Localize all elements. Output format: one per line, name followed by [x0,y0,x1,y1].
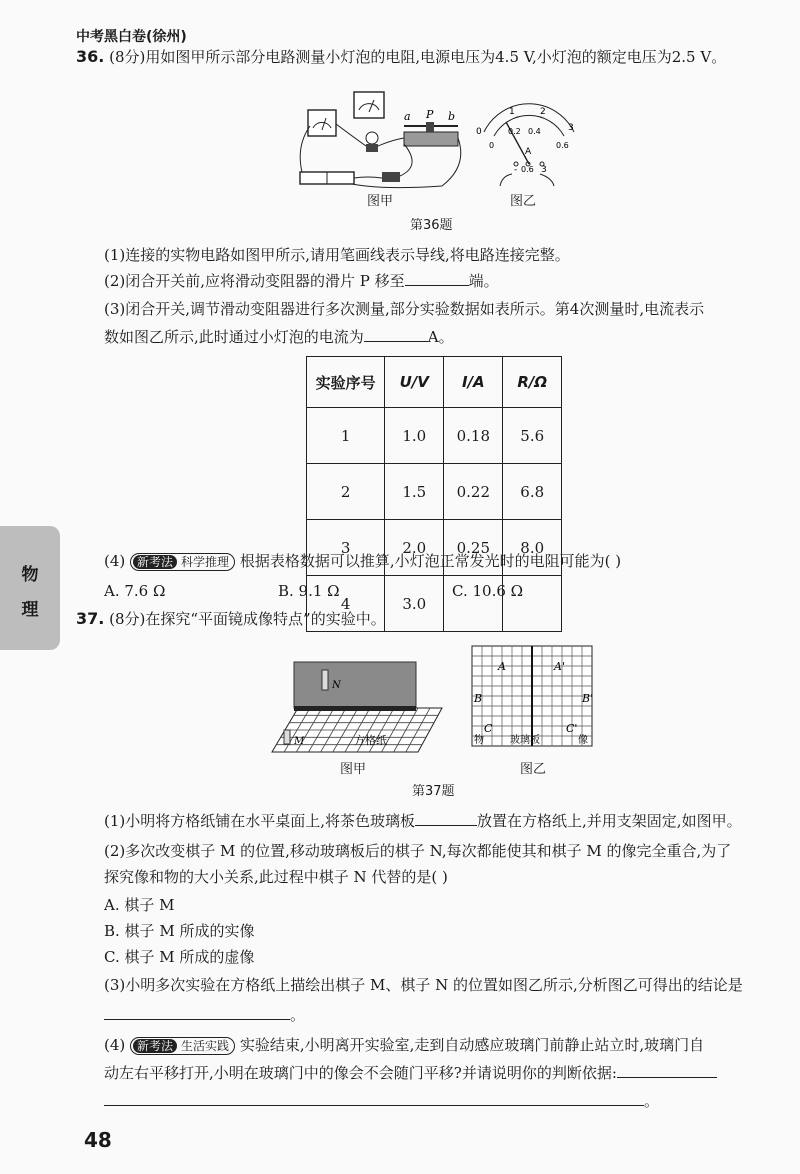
point-b: B [474,692,483,705]
q36-sub2 [104,270,499,292]
q37-fig-label: 第37题 [412,784,455,799]
table-row [307,464,562,520]
q36-stem [76,46,726,68]
svg-text:2: 2 [540,107,546,117]
q36-circuit-figure [292,86,472,190]
q37-sub3-blank[interactable] [104,1004,290,1020]
q37-choice-b[interactable]: B. 棋子 M 所成的实像 [104,922,255,940]
q36-data-table [306,356,562,632]
side-tab-char-2: 理 [21,600,39,620]
table-cell: 0.22 [444,464,503,520]
q36-ammeter-dial-figure [474,102,584,188]
grid-paper-label: 方格纸 [354,734,387,747]
table-header-row [307,357,562,408]
q36-sub3-pre: 数如图乙所示,此时通过小灯泡的电流为 [104,328,364,346]
q36-fig-left-caption: 图甲 [367,194,394,209]
table-cell: 6.8 [503,464,562,520]
q37-stem-text: (8分)在探究“平面镜成像特点”的实验中。 [109,610,386,628]
table-cell: 3 [307,520,385,576]
q36-stem-text: (8分)用如图甲所示部分电路测量小灯泡的电阻,电源电压为4.5 V,小灯泡的额定电压为2.5 V。 [109,48,727,66]
q36-fig-right-caption: 图乙 [510,194,537,209]
q37-sub4-pre: (4) [104,1036,126,1054]
svg-text:0: 0 [476,127,482,137]
svg-text:0: 0 [489,141,495,150]
svg-text:A: A [525,147,532,157]
new-method-badge: 新考法 [133,1039,177,1053]
table-cell: 8.0 [503,520,562,576]
piece-m-label: M [294,736,305,747]
table-header-cell: R/Ω [503,357,562,408]
q37-sub4-blank-1[interactable] [617,1062,717,1078]
q37-sub2-line1: (2)多次改变棋子 M 的位置,移动玻璃板后的棋子 N,每次都能使其和棋子 M 的像完全重合,为了 [104,842,732,860]
q37-sub4-end: 。 [644,1092,660,1110]
q37-sub4-line1 [104,1034,704,1056]
q37-sub4-answer-line [104,1090,659,1112]
q36-option-a[interactable]: A. 7.6 Ω [104,582,166,600]
table-row [307,408,562,464]
q37-sub1-pre: (1)小明将方格纸铺在水平桌面上,将茶色玻璃板 [104,812,416,830]
piece-n-label: N [332,680,341,691]
point-c-prime: C' [566,722,578,735]
q36-sub3-line2 [104,326,454,348]
q36-method-tag [130,553,235,571]
table-header-cell: 实验序号 [307,357,385,408]
slider-label-a: a [404,110,411,123]
q36-sub4-text: 根据表格数据可以推算,小灯泡正常发光时的电阻可能为( ) [239,552,622,570]
q36-sub1: (1)连接的实物电路如图甲所示,请用笔画线表示导线,将电路连接完整。 [104,246,570,264]
glass-plate-label: 玻璃板 [510,735,540,746]
point-a: A [498,660,506,673]
table-header-cell: I/A [444,357,503,408]
svg-text:3: 3 [541,165,547,175]
q37-sub4-blank-2[interactable] [104,1090,644,1106]
q36-sub2-post: 端。 [468,272,499,290]
side-tab-char-1: 物 [21,565,39,585]
subject-side-tab [0,526,60,650]
table-cell: 1.5 [385,464,444,520]
method-name: 生活实践 [181,1039,230,1053]
q37-sub1-blank[interactable] [415,810,477,826]
table-header-cell: U/V [385,357,444,408]
svg-text:1: 1 [509,107,515,117]
image-label: 像 [578,735,588,746]
q37-sub3-end: 。 [290,1006,306,1024]
table-cell: 4 [307,576,385,632]
svg-text:0.6: 0.6 [521,165,534,174]
q36-sub4-pre: (4) [104,552,126,570]
q37-sub1 [104,810,742,832]
q36-option-c[interactable]: C. 10.6 Ω [452,582,524,600]
table-cell: 2.0 [385,520,444,576]
svg-text:0.6: 0.6 [556,141,569,150]
object-label: 物 [474,735,484,746]
q37-sub1-post: 放置在方格纸上,并用支架固定,如图甲。 [477,812,742,830]
table-cell: 0.25 [444,520,503,576]
q36-sub3-post: A。 [427,328,454,346]
q37-sub3-line1: (3)小明多次实验在方格纸上描绘出棋子 M、棋子 N 的位置如图乙所示,分析图乙可得出的结论是 [104,976,743,994]
slider-label-p: P [426,108,434,121]
point-c: C [484,722,493,735]
q37-number: 37. [76,609,105,628]
q37-method-tag [130,1037,235,1055]
new-method-badge: 新考法 [133,555,177,569]
q36-number: 36. [76,47,105,66]
q37-sub4-text-2: 动左右平移打开,小明在玻璃门中的像会不会随门平移?并请说明你的判断依据: [104,1064,617,1082]
q37-choice-c[interactable]: C. 棋子 M 所成的虚像 [104,948,255,966]
q36-sub3-blank[interactable] [364,326,428,342]
q36-sub2-blank[interactable] [405,270,469,286]
q37-grid-figure [470,644,598,754]
q36-fig-label: 第36题 [410,218,453,233]
slider-label-b: b [448,110,456,123]
q37-fig-left-caption: 图甲 [340,762,367,777]
table-cell: 0.18 [444,408,503,464]
q37-sub4-line2 [104,1062,717,1084]
page-number: 48 [84,1128,112,1152]
method-name: 科学推理 [181,555,230,569]
svg-text:0.2: 0.2 [508,127,521,136]
point-b-prime: B' [582,692,594,705]
q36-sub2-pre: (2)闭合开关前,应将滑动变阻器的滑片 P 移至 [104,272,405,290]
exam-header: 中考黑白卷(徐州) [76,29,187,45]
svg-text:3: 3 [568,123,574,133]
table-cell: 1 [307,408,385,464]
q37-choice-a[interactable]: A. 棋子 M [104,896,175,914]
svg-text:-: - [514,165,518,175]
q37-sub4-text-1: 实验结束,小明离开实验室,走到自动感应玻璃门前静止站立时,玻璃门自 [239,1036,705,1054]
svg-text:0.4: 0.4 [528,127,541,136]
table-cell: 2 [307,464,385,520]
table-cell: 1.0 [385,408,444,464]
table-cell: 3.0 [385,576,444,632]
q36-sub3-line1: (3)闭合开关,调节滑动变阻器进行多次测量,部分实验数据如表所示。第4次测量时,电流表示 [104,300,705,318]
table-cell: 5.6 [503,408,562,464]
q37-setup-figure [270,660,448,756]
q37-sub3-answer-line [104,1004,305,1026]
q37-sub2-line2: 探究像和物的大小关系,此过程中棋子 N 代替的是( ) [104,868,448,886]
point-a-prime: A' [554,660,565,673]
q37-fig-right-caption: 图乙 [520,762,547,777]
q36-option-b[interactable]: B. 9.1 Ω [278,582,340,600]
q36-sub4 [104,550,621,572]
q37-stem [76,608,386,630]
